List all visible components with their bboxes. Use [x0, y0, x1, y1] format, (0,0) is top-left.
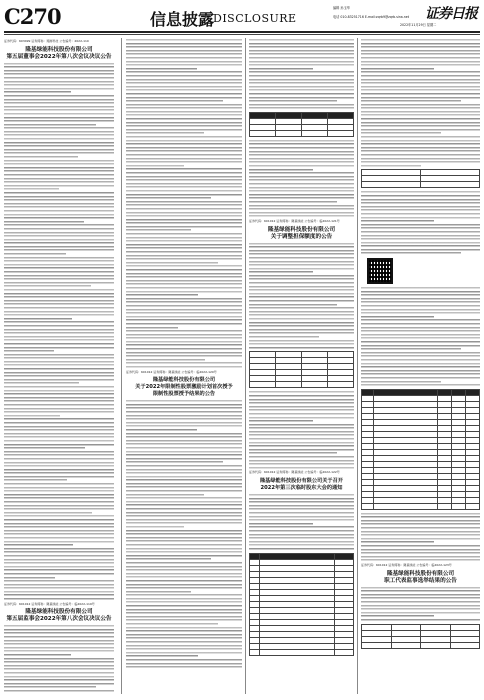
announcement-code-3: 证券代码：601012 证券简称：隆基绿能 公告编号：临2022-120号 [126, 369, 217, 374]
column-1 [4, 38, 114, 694]
announcement-body-8 [249, 390, 354, 469]
announcement-body-11 [361, 190, 480, 255]
issue-date: 2022年11月29日 星期二 [400, 23, 437, 27]
column-4 [361, 38, 480, 694]
column-divider [357, 38, 358, 694]
announcement-code-6: 证券代码：601012 证券简称：隆基绿能 公告编号：临2022-123号 [361, 563, 452, 567]
announcement-body-9 [249, 493, 354, 551]
data-table-2 [249, 351, 354, 388]
announcement-code-5: 证券代码：601012 证券简称：隆基绿能 公告编号：临2022-122号 [249, 470, 340, 475]
column-2 [126, 38, 242, 694]
data-table-5 [361, 389, 480, 510]
text-line [361, 618, 480, 622]
announcement-body-7 [249, 242, 354, 350]
announcement-body-10 [361, 38, 480, 167]
text-line [249, 547, 354, 551]
text-line [361, 164, 421, 168]
text-line [4, 597, 114, 601]
data-table-6 [361, 624, 480, 649]
text-line [249, 214, 354, 218]
header-rule-thin [4, 34, 480, 35]
announcement-body-13 [361, 512, 480, 562]
text-line [361, 383, 480, 387]
page-number: C270 [4, 4, 61, 29]
announcement-body-5 [249, 38, 354, 110]
announcement-title-3: 隆基绿能科技股份有限公司 关于2022年限制性股票激励计划首次授予 限制性股票授予结果的公告 [135, 377, 233, 398]
announcement-body-3 [126, 38, 242, 369]
contact-info: 电话 010-83251716 E-mail:zqrb9@zqrb.sina.net [333, 15, 409, 19]
announcement-code: 证券代码：603499 证券简称：翔港科技 公告编号：2022-110 [4, 39, 89, 43]
announcement-title-4: 隆基绿能科技股份有限公司 关于调整担保额度的公告 [267, 226, 336, 240]
text-line [361, 251, 461, 255]
announcement-body-14 [361, 586, 480, 622]
announcement-code-2: 证券代码：601012 证券简称：隆基绿能 公告编号：临2022-119号 [4, 601, 95, 606]
text-line [361, 558, 480, 562]
editor-credit: 编辑 孙玉萃 [333, 6, 350, 10]
section-title: 信息披露 [150, 10, 215, 29]
announcement-body [4, 62, 114, 601]
text-line [249, 346, 354, 350]
text-line [249, 106, 354, 110]
announcement-body-2 [4, 624, 114, 694]
newspaper-logo: 证券日报 [425, 6, 477, 22]
data-table-3 [249, 553, 354, 656]
section-title-en: DISCLOSURE [213, 12, 297, 25]
data-table-4 [361, 169, 480, 188]
announcement-title-2: 隆基绿能科技股份有限公司 第五届监事会2022年第八次会议决议公告 [6, 609, 112, 623]
text-line [126, 665, 242, 669]
text-line [249, 466, 354, 470]
header-rule-thick [4, 31, 480, 33]
text-line [4, 693, 114, 694]
announcement-body-6 [249, 139, 354, 218]
announcement-title-6: 隆基绿能科技股份有限公司 职工代表监事选举结果的公告 [384, 570, 457, 584]
announcement-title: 隆基绿能科技股份有限公司 第五届董事会2022年第八次会议决议公告 [6, 46, 112, 60]
announcement-code-4: 证券代码：601012 证券简称：隆基绿能 公告编号：临2022-121号 [249, 218, 340, 223]
announcement-title-5: 隆基绿能科技股份有限公司关于召开 2022年第三次临时股东大会的通知 [259, 478, 343, 491]
column-divider [245, 38, 246, 694]
announcement-body-12 [361, 286, 480, 387]
column-divider [121, 38, 122, 694]
data-table [249, 112, 354, 137]
qr-code-icon [367, 258, 393, 284]
text-line [126, 365, 242, 369]
column-3 [249, 38, 354, 694]
announcement-body-4 [126, 399, 242, 669]
